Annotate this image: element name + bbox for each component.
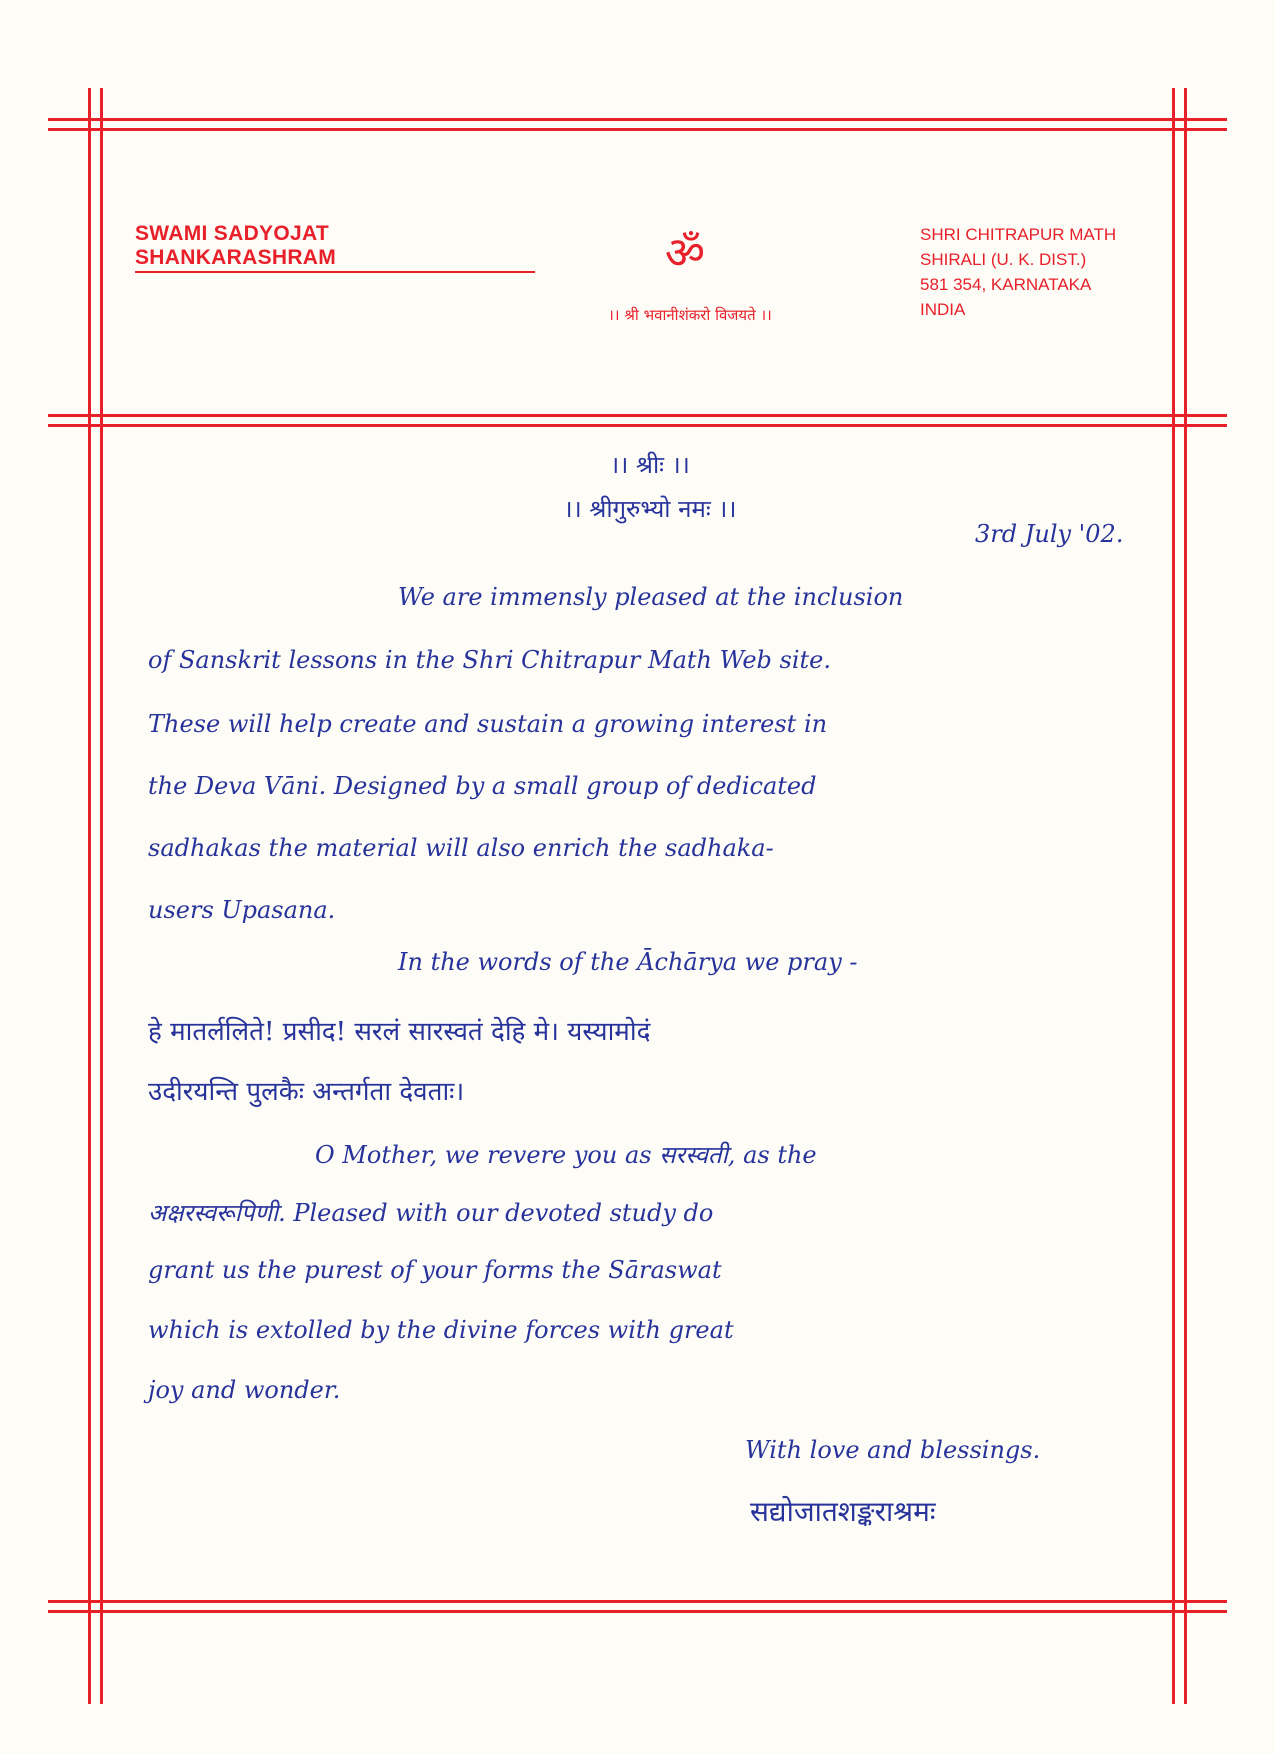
body-line: We are immensly pleased at the inclusion <box>398 583 904 611</box>
bottom-border-line-2 <box>48 1610 1227 1613</box>
letterhead-address <box>920 222 1160 322</box>
closing-line: With love and blessings. <box>745 1436 1041 1464</box>
body-line: O Mother, we revere you as सरस्वती, as the <box>315 1141 817 1169</box>
address-line: SHRI CHITRAPUR MATH <box>920 225 1117 244</box>
invocation-guru: ।। श्रीगुरुभ्यो नमः ।। <box>563 495 737 523</box>
bottom-border-line-1 <box>48 1600 1227 1603</box>
body-line: joy and wonder. <box>148 1376 341 1404</box>
address-line: SHIRALI (U. K. DIST.) <box>920 250 1087 269</box>
sanskrit-verse-line: हे मातर्ललिते! प्रसीद! सरलं सारस्वतं देहि मे। यस्यामोदं <box>148 1017 651 1047</box>
sanskrit-verse-line: उदीरयन्ति पुलकैः अन्तर्गता देवताः। <box>148 1077 465 1107</box>
header-divider-line-2 <box>48 424 1227 427</box>
letter-date: 3rd July '02. <box>975 520 1124 548</box>
top-border-line-2 <box>48 128 1227 131</box>
invocation-shri: ।। श्रीः ।। <box>610 451 690 479</box>
address-line: 581 354, KARNATAKA <box>920 275 1092 294</box>
body-line: the Deva Vāni. Designed by a small group of dedicated <box>148 772 817 800</box>
body-line: of Sanskrit lessons in the Shri Chitrapur Math Web site. <box>148 646 832 674</box>
address-line: INDIA <box>920 300 966 319</box>
left-border-line-1 <box>88 88 91 1704</box>
top-border-line-1 <box>48 118 1227 121</box>
body-line: users Upasana. <box>148 896 336 924</box>
body-line: grant us the purest of your forms the Sāraswat <box>148 1256 722 1284</box>
body-line: which is extolled by the divine forces with great <box>148 1316 734 1344</box>
body-line: sadhakas the material will also enrich the sadhaka- <box>148 834 774 862</box>
header-divider-line-1 <box>48 414 1227 417</box>
body-line: अक्षरस्वरूपिणी. Pleased with our devoted study do <box>148 1199 714 1227</box>
right-border-line-2 <box>1184 88 1187 1704</box>
letterhead-motto: ।। श्री भवानीशंकरो विजयते ।। <box>608 306 772 324</box>
letterhead-name: SWAMI SADYOJAT SHANKARASHRAM <box>135 222 535 273</box>
body-line: These will help create and sustain a growing interest in <box>148 710 828 738</box>
left-border-line-2 <box>100 88 103 1704</box>
right-border-line-1 <box>1172 88 1175 1704</box>
signature: सद्योजातशङ्कराश्रमः <box>750 1495 936 1528</box>
om-symbol-icon: ॐ <box>664 228 706 279</box>
body-line: In the words of the Āchārya we pray - <box>398 948 858 976</box>
